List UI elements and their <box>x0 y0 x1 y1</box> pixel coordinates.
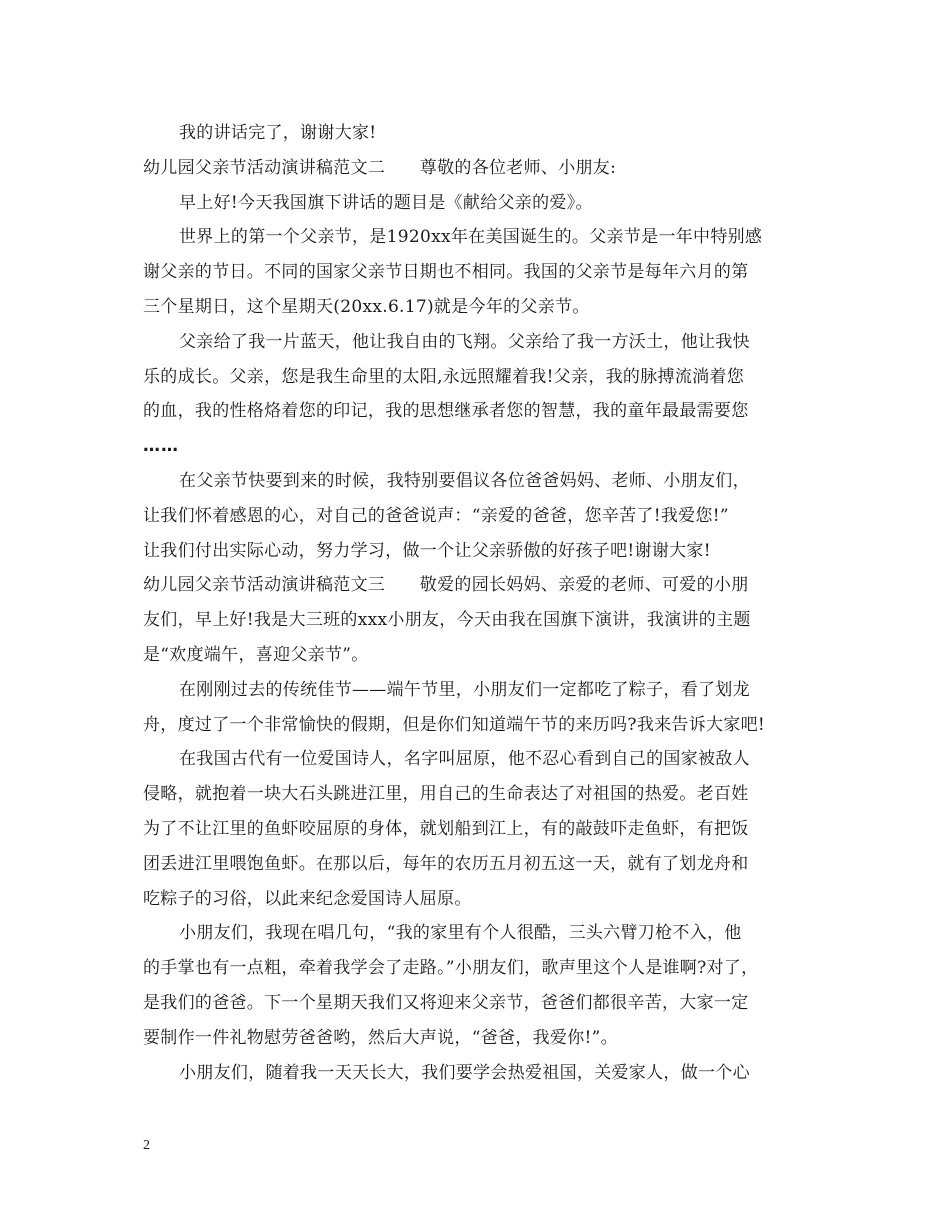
text-line: 是“欢度端午，喜迎父亲节”。 <box>143 644 369 665</box>
text-line: 在刚刚过去的传统佳节——端午节里，小朋友们一定都吃了粽子，看了划龙 <box>179 679 750 700</box>
text-line: 团丢进江里喂饱鱼虾。在那以后，每年的农历五月初五这一天，就有了划龙舟和 <box>143 853 749 874</box>
text-line: 让我们付出实际心动，努力学习，做一个让父亲骄傲的好孩子吧!谢谢大家! <box>143 540 711 561</box>
text-line: 在父亲节快要到来的时候，我特别要倡议各位爸爸妈妈、老师、小朋友们， <box>179 470 750 491</box>
text-line: 在我国古代有一位爱国诗人，名字叫屈原，他不忍心看到自己的国家被敌人 <box>179 749 750 770</box>
document-body <box>143 116 815 1090</box>
text-line: 幼儿园父亲节活动演讲稿范文三 敬爱的园长妈妈、亲爱的老师、可爱的小朋 <box>143 575 749 596</box>
text-line: 的血，我的性格烙着您的印记，我的思想继承者您的智慧，我的童年最最需要您 <box>143 401 749 422</box>
text-line: 乐的成长。父亲，您是我生命里的太阳,永远照耀着我!父亲，我的脉搏流淌着您 <box>143 366 745 387</box>
text-line: 要制作一件礼物慰劳爸爸哟，然后大声说，“爸爸，我爱你!”。 <box>143 1027 618 1048</box>
text-line: 的手掌也有一点粗，牵着我学会了走路。”小朋友们，歌声里这个人是谁啊?对了， <box>143 958 759 979</box>
text-line: 三个星期日，这个星期天(20xx.6.17)就是今年的父亲节。 <box>143 296 590 317</box>
text-line: 世界上的第一个父亲节，是1920xx年在美国诞生的。父亲节是一年中特别感 <box>179 227 763 248</box>
text-line: 侵略，就抱着一块大石头跳进江里，用自己的生命表达了对祖国的热爱。老百姓 <box>143 784 749 805</box>
text-line: 小朋友们，我现在唱几句，“我的家里有个人很酷，三头六臂刀枪不入，他 <box>179 923 742 944</box>
text-line: 小朋友们，随着我一天天长大，我们要学会热爱祖国，关爱家人，做一个心 <box>179 1062 750 1083</box>
text-line: 谢父亲的节日。不同的国家父亲节日期也不相同。我国的父亲节是每年六月的第 <box>143 262 749 283</box>
text-line: 舟，度过了一个非常愉快的假期，但是你们知道端午节的来历吗?我来告诉大家吧! <box>143 714 766 735</box>
text-line: 是我们的爸爸。下一个星期天我们又将迎来父亲节，爸爸们都很辛苦，大家一定 <box>143 992 749 1013</box>
text-line: 父亲给了我一片蓝天，他让我自由的飞翔。父亲给了我一方沃土，他让我快 <box>179 331 750 352</box>
text-line: …… <box>143 436 179 457</box>
text-line: 友们，早上好!我是大三班的xxx小朋友，今天由我在国旗下演讲，我演讲的主题 <box>143 610 751 631</box>
text-line: 幼儿园父亲节活动演讲稿范文二 尊敬的各位老师、小朋友: <box>143 157 617 178</box>
text-line: 吃粽子的习俗，以此来纪念爱国诗人屈原。 <box>143 888 472 909</box>
text-line: 早上好!今天我国旗下讲话的题目是《献给父亲的爱》。 <box>179 192 593 213</box>
text-line: 我的讲话完了，谢谢大家! <box>179 123 377 143</box>
text-line: 为了不让江里的鱼虾咬屈原的身体，就划船到江上，有的敲鼓吓走鱼虾，有把饭 <box>143 818 749 839</box>
text-line: 让我们怀着感恩的心，对自己的爸爸说声：“亲爱的爸爸，您辛苦了!我爱您!” <box>143 505 729 526</box>
page-number: 2 <box>143 1138 150 1153</box>
